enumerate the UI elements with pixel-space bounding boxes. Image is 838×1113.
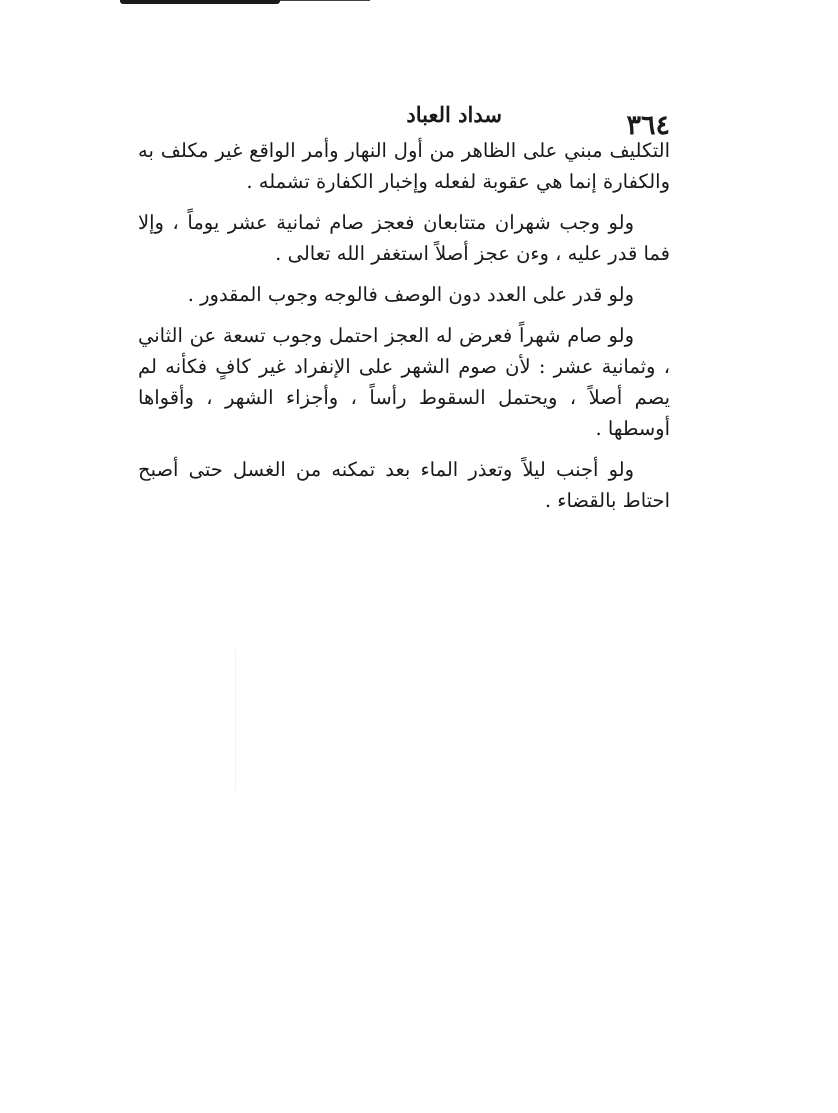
paragraph-continuation: التكليف مبني على الظاهر من أول النهار وأمر الواقع غير مكلف به والكفارة إنما هي عقوبة لفعله وإخبار الكفارة تشمله . [138, 139, 670, 193]
paragraph-janaba-at-night: ولو أجنب ليلاً وتعذر الماء بعد تمكنه من الغسل حتى أصبح احتاط بالقضاء . [138, 458, 670, 512]
scan-edge-mark [120, 0, 370, 5]
scan-edge-thin-line [280, 0, 370, 1]
body-text [138, 135, 670, 526]
paragraph-fasting-two-months: ولو وجب شهران متتابعان فعجز صام ثمانية عشر يوماً ، وإلا فما قدر عليه ، وءن عجز أصلاً استغفر الله تعالى . [138, 211, 670, 265]
paragraph-fasted-one-month: ولو صام شهراً فعرض له العجز احتمل وجوب تسعة عن الثاني ، وثمانية عشر : لأن صوم الشهر على الإنفراد غير كافٍ فكأنه لم يصم أصلاً ، ويحتمل السقوط رأساً ، وأجزاء الشهر ، وأقواها أوسطها . [138, 324, 670, 440]
scan-faint-line [235, 650, 236, 790]
paragraph-number-without-description: ولو قدر على العدد دون الوصف فالوجه وجوب المقدور . [187, 283, 634, 306]
page-header [138, 100, 670, 140]
running-title: سداد العباد [406, 102, 502, 127]
scan-edge-thick-line [120, 0, 280, 4]
page-number: ٣٦٤ [626, 110, 670, 141]
